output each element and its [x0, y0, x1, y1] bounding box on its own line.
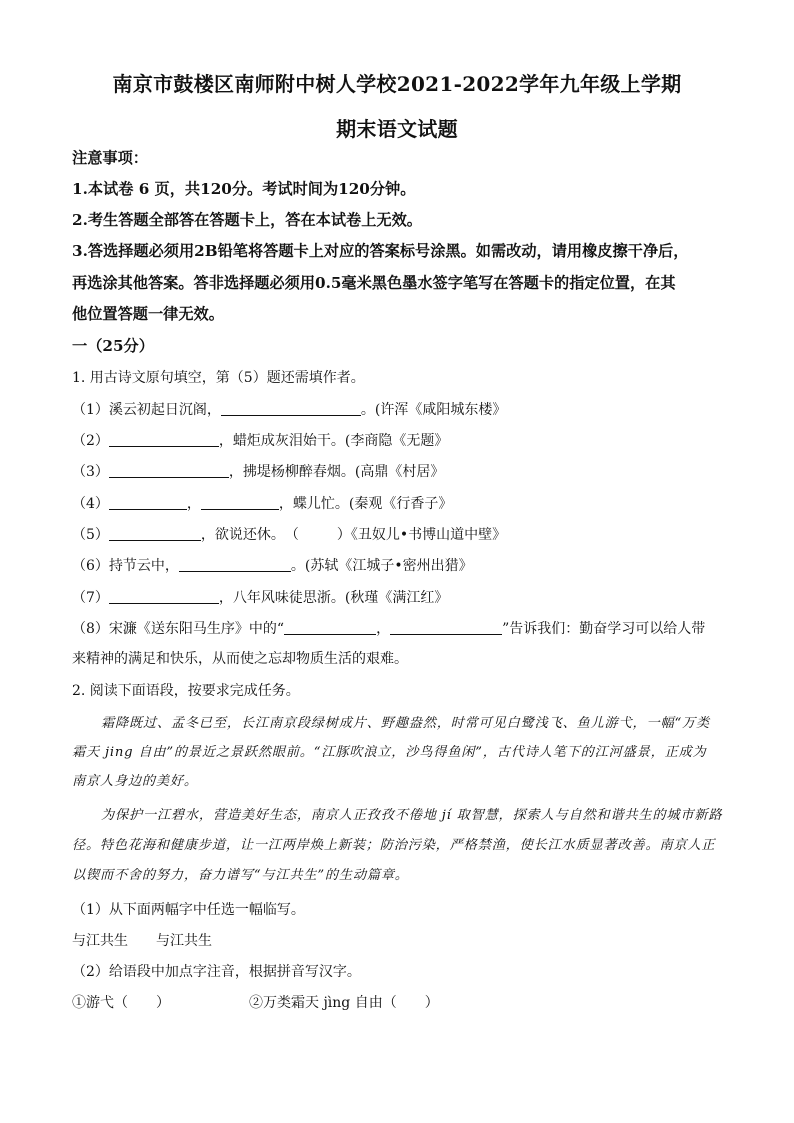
- question-1-prompt: 1. 用古诗文原句填空，第（5）题还需填作者。: [72, 370, 365, 386]
- question-2-sub-1: （1）从下面两幅字中任选一幅临写。: [72, 902, 305, 918]
- question-1-item-1: （1）溪云初起日沉阁， 。(许浑《咸阳城东楼》: [72, 402, 507, 418]
- passage-para-1-line-1: 霜降既过、孟冬已至，长江南京段绿树成片、野趣盎然，时常可见白鹭浅飞、鱼儿游弋，一幅“万类: [101, 716, 710, 731]
- question-1-item-5: （5） ，欲说还休。 （ ）《丑奴儿•书博山道中壁》: [72, 527, 507, 543]
- passage-para-2-line-2: 径。特色花海和健康步道，让一江两岸焕上新装；防治污染，严格禁渔，使长江水质显著改善。南京人正: [72, 838, 716, 853]
- exam-title-line2: 期末语文试题: [336, 117, 458, 141]
- answer-blank[interactable]: [109, 496, 187, 510]
- question-2-prompt: 2. 阅读下面语段，按要求完成任务。: [72, 683, 300, 699]
- question-1-item-4: （4） ， ，蝶儿忙。(秦观《行香子》: [72, 496, 453, 512]
- answer-blank[interactable]: [201, 496, 279, 510]
- exam-title-line1: 南京市鼓楼区南师附中树人学校2021-2022学年九年级上学期: [112, 72, 682, 96]
- notice-item-3-line-2: 再选涂其他答案。答非选择题必须用0.5毫米黑色墨水签字笔写在答题卡的指定位置，在其: [72, 274, 676, 292]
- answer-blank[interactable]: [179, 558, 291, 572]
- notice-item-1: 1.本试卷 6 页，共120分。考试时间为120分钟。: [72, 180, 416, 198]
- question-1-item-8: （8）宋濂《送东阳马生序》中的“ ， ”告诉我们：勤奋学习可以给人带: [72, 621, 706, 637]
- notice-item-3-line-1: 3.答选择题必须用2B铅笔将答题卡上对应的答案标号涂黑。如需改动，请用橡皮擦干净后，: [72, 242, 689, 260]
- question-1-item-3: （3） ，拂堤杨柳醉春烟。(高鼎《村居》: [72, 464, 445, 480]
- pinyin-item-2[interactable]: ②万类霜天 jìng 自由（ ）: [249, 995, 439, 1011]
- passage-para-1-line-2: 霜天 jing 自由”的景近之景跃然眼前。“江豚吹浪立，沙鸟得鱼闲”，古代诗人笔下的江河盛景，正成为: [72, 745, 707, 760]
- answer-blank[interactable]: [109, 527, 201, 541]
- passage-para-2-line-1: 为保护一江碧水，营造美好生态，南京人正孜孜不倦地 jí 取智慧，探索人与自然和谐共生的城市新路: [101, 808, 723, 823]
- section-label: 一（25分）: [72, 337, 154, 355]
- question-1-item-7: （7） ，八年风味徒思浙。(秋瑾《满江红》: [72, 590, 449, 606]
- question-1-item-6: （6）持节云中， 。(苏轼《江城子•密州出猎》: [72, 558, 473, 574]
- answer-blank[interactable]: [390, 621, 502, 635]
- passage-para-2-line-3: 以锲而不舍的努力，奋力谱写“与江共生”的生动篇章。: [72, 868, 409, 883]
- question-2-sub-2: （2）给语段中加点字注音，根据拼音写汉字。: [72, 964, 361, 980]
- notice-item-2: 2.考生答题全部答在答题卡上，答在本试卷上无效。: [72, 211, 422, 229]
- answer-blank[interactable]: [284, 621, 376, 635]
- question-1-item-8-line-2: 来精神的满足和快乐，从而使之忘却物质生活的艰难。: [72, 651, 408, 667]
- answer-blank[interactable]: [109, 464, 229, 478]
- passage-para-1-line-3: 南京人身边的美好。: [72, 774, 198, 789]
- calligraphy-samples: 与江共生 与江共生: [72, 933, 212, 949]
- notice-item-3-line-3: 他位置答题一律无效。: [72, 305, 224, 323]
- answer-blank[interactable]: [221, 402, 361, 416]
- notice-heading: 注意事项：: [72, 149, 148, 167]
- pinyin-item-1[interactable]: ①游弋（ ）: [72, 995, 170, 1011]
- answer-blank[interactable]: [109, 590, 219, 604]
- question-1-item-2: （2） ，蜡炬成灰泪始干。(李商隐《无题》: [72, 433, 449, 449]
- answer-blank[interactable]: [109, 433, 219, 447]
